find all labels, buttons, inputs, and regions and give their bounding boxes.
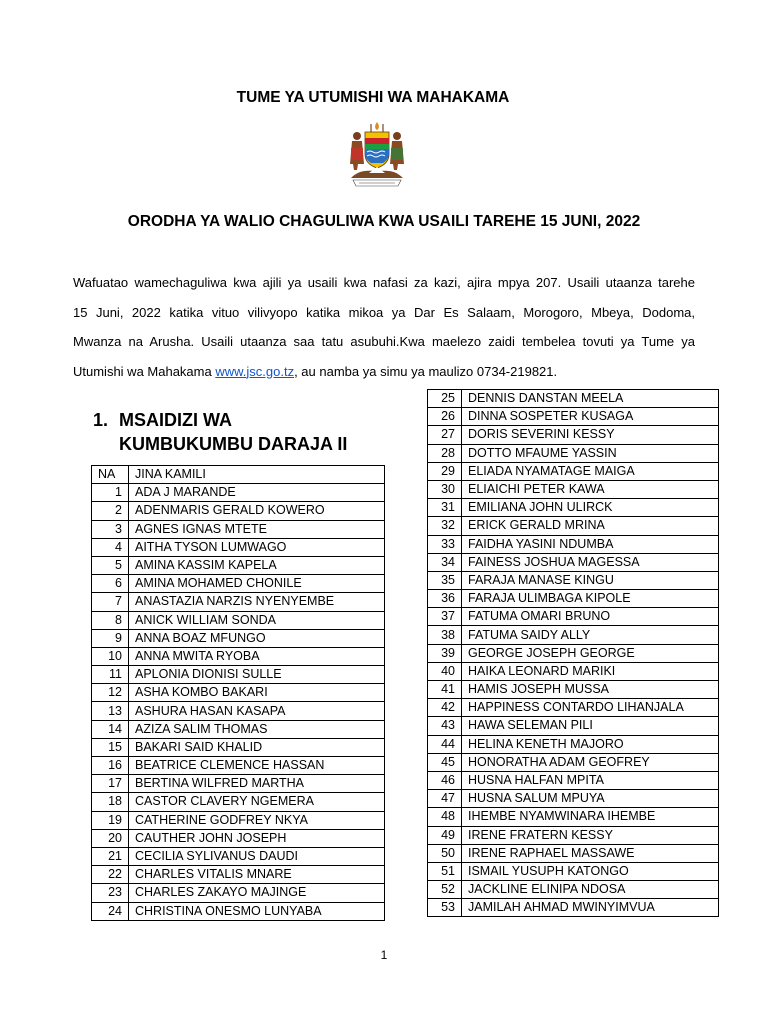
table-row <box>92 520 385 538</box>
row-number: 51 <box>428 862 462 880</box>
row-number: 19 <box>92 811 129 829</box>
row-name: ASHURA HASAN KASAPA <box>129 702 385 720</box>
table-row <box>428 699 719 717</box>
row-name: BAKARI SAID KHALID <box>129 738 385 756</box>
row-name: ERICK GERALD MRINA <box>462 517 719 535</box>
row-name: CAUTHER JOHN JOSEPH <box>129 829 385 847</box>
row-number: 22 <box>92 866 129 884</box>
table-row <box>428 408 719 426</box>
row-number: 38 <box>428 626 462 644</box>
row-number: 12 <box>92 684 129 702</box>
table-row <box>92 702 385 720</box>
table-row <box>428 735 719 753</box>
row-name: HONORATHA ADAM GEOFREY <box>462 753 719 771</box>
row-name: ELIAICHI PETER KAWA <box>462 480 719 498</box>
row-number: 25 <box>428 390 462 408</box>
row-number: 13 <box>92 702 129 720</box>
intro-line <box>73 357 695 387</box>
row-name: ADENMARIS GERALD KOWERO <box>129 502 385 520</box>
row-name: FAINESS JOSHUA MAGESSA <box>462 553 719 571</box>
table-row <box>428 590 719 608</box>
row-number: 14 <box>92 720 129 738</box>
intro-line: Mwanza na Arusha. Usaili utaanza saa tatu asubuhi.Kwa maelezo zaidi tembelea tovuti ya Tume ya <box>73 334 695 349</box>
row-number: 48 <box>428 808 462 826</box>
row-name: ASHA KOMBO BAKARI <box>129 684 385 702</box>
table-row <box>92 775 385 793</box>
table-row <box>92 793 385 811</box>
row-name: GEORGE JOSEPH GEORGE <box>462 644 719 662</box>
row-number: 30 <box>428 480 462 498</box>
row-name: APLONIA DIONISI SULLE <box>129 666 385 684</box>
table-row <box>92 484 385 502</box>
candidates-table-left <box>91 465 385 921</box>
table-row <box>92 829 385 847</box>
row-number: 33 <box>428 535 462 553</box>
header-name: JINA KAMILI <box>129 466 385 484</box>
table-row <box>428 681 719 699</box>
row-name: ANNA BOAZ MFUNGO <box>129 629 385 647</box>
row-number: 3 <box>92 520 129 538</box>
section-title-line: MSAIDIZI WA <box>119 410 232 430</box>
table-row <box>92 847 385 865</box>
intro-text: , au namba ya simu ya maulizo 0734-219821. <box>294 363 558 379</box>
row-name: BERTINA WILFRED MARTHA <box>129 775 385 793</box>
row-number: 4 <box>92 538 129 556</box>
table-row <box>428 881 719 899</box>
row-name: DINNA SOSPETER KUSAGA <box>462 408 719 426</box>
table-row <box>92 502 385 520</box>
row-name: HAPPINESS CONTARDO LIHANJALA <box>462 699 719 717</box>
row-number: 37 <box>428 608 462 626</box>
table-row <box>428 771 719 789</box>
row-name: FATUMA SAIDY ALLY <box>462 626 719 644</box>
row-number: 21 <box>92 847 129 865</box>
row-name: CHRISTINA ONESMO LUNYABA <box>129 902 385 920</box>
row-number: 40 <box>428 662 462 680</box>
row-number: 43 <box>428 717 462 735</box>
row-number: 42 <box>428 699 462 717</box>
table-row <box>428 826 719 844</box>
row-name: HUSNA HALFAN MPITA <box>462 771 719 789</box>
row-name: ANICK WILLIAM SONDA <box>129 611 385 629</box>
table-row <box>428 753 719 771</box>
row-number: 45 <box>428 753 462 771</box>
coat-of-arms-icon <box>345 120 409 188</box>
row-name: AMINA KASSIM KAPELA <box>129 556 385 574</box>
row-name: JAMILAH AHMAD MWINYIMVUA <box>462 899 719 917</box>
table-row <box>92 556 385 574</box>
row-name: CECILIA SYLIVANUS DAUDI <box>129 847 385 865</box>
row-number: 46 <box>428 771 462 789</box>
row-number: 8 <box>92 611 129 629</box>
header-na: NA <box>92 466 129 484</box>
row-name: IHEMBE NYAMWINARA IHEMBE <box>462 808 719 826</box>
row-name: AGNES IGNAS MTETE <box>129 520 385 538</box>
table-row <box>428 535 719 553</box>
section-number: 1. <box>93 410 109 430</box>
intro-line: 15 Juni, 2022 katika vituo vilivyopo katika mikoa ya Dar Es Salaam, Morogoro, Mbeya, Dodoma, <box>73 304 695 320</box>
table-row <box>92 666 385 684</box>
row-name: DORIS SEVERINI KESSY <box>462 426 719 444</box>
table-row <box>92 593 385 611</box>
table-row <box>92 684 385 702</box>
table-row <box>92 720 385 738</box>
row-name: AITHA TYSON LUMWAGO <box>129 538 385 556</box>
table-row <box>92 866 385 884</box>
row-name: FARAJA MANASE KINGU <box>462 571 719 589</box>
table-row <box>92 738 385 756</box>
row-number: 35 <box>428 571 462 589</box>
intro-paragraph <box>73 268 695 386</box>
table-row <box>428 717 719 735</box>
table-row <box>428 499 719 517</box>
row-name: FAIDHA YASINI NDUMBA <box>462 535 719 553</box>
table-row <box>92 811 385 829</box>
row-name: IRENE RAPHAEL MASSAWE <box>462 844 719 862</box>
table-row <box>428 553 719 571</box>
row-number: 34 <box>428 553 462 571</box>
row-number: 31 <box>428 499 462 517</box>
row-number: 41 <box>428 681 462 699</box>
page-number: 1 <box>380 948 388 962</box>
row-number: 10 <box>92 647 129 665</box>
row-name: FARAJA ULIMBAGA KIPOLE <box>462 590 719 608</box>
row-number: 1 <box>92 484 129 502</box>
row-name: JACKLINE ELINIPA NDOSA <box>462 881 719 899</box>
table-row <box>428 426 719 444</box>
row-number: 24 <box>92 902 129 920</box>
row-number: 2 <box>92 502 129 520</box>
list-title: ORODHA YA WALIO CHAGULIWA KWA USAILI TAREHE 15 JUNI, 2022 <box>127 213 641 230</box>
table-row <box>428 390 719 408</box>
table-row <box>428 862 719 880</box>
table-row <box>428 808 719 826</box>
row-name: HAIKA LEONARD MARIKI <box>462 662 719 680</box>
row-name: ANASTAZIA NARZIS NYENYEMBE <box>129 593 385 611</box>
row-number: 53 <box>428 899 462 917</box>
row-number: 20 <box>92 829 129 847</box>
section-title-line: KUMBUKUMBU DARAJA II <box>119 434 348 454</box>
row-name: BEATRICE CLEMENCE HASSAN <box>129 757 385 775</box>
row-number: 50 <box>428 844 462 862</box>
row-name: ISMAIL YUSUPH KATONGO <box>462 862 719 880</box>
table-row <box>428 480 719 498</box>
table-row <box>428 790 719 808</box>
table-row <box>92 629 385 647</box>
table-row <box>92 538 385 556</box>
row-number: 15 <box>92 738 129 756</box>
row-number: 26 <box>428 408 462 426</box>
row-number: 29 <box>428 462 462 480</box>
table-row <box>92 902 385 920</box>
table-row <box>428 662 719 680</box>
row-number: 52 <box>428 881 462 899</box>
row-number: 23 <box>92 884 129 902</box>
table-row <box>92 575 385 593</box>
row-name: FATUMA OMARI BRUNO <box>462 608 719 626</box>
row-number: 9 <box>92 629 129 647</box>
table-row <box>428 517 719 535</box>
row-number: 16 <box>92 757 129 775</box>
row-name: HAWA SELEMAN PILI <box>462 717 719 735</box>
table-row <box>428 571 719 589</box>
table-row <box>92 647 385 665</box>
row-name: HUSNA SALUM MPUYA <box>462 790 719 808</box>
row-name: ADA J MARANDE <box>129 484 385 502</box>
row-number: 39 <box>428 644 462 662</box>
intro-line: Wafuatao wamechaguliwa kwa ajili ya usaili kwa nafasi za kazi, ajira mpya 207. Usaili utaanza tarehe <box>73 275 695 290</box>
row-name: HELINA KENETH MAJORO <box>462 735 719 753</box>
row-number: 28 <box>428 444 462 462</box>
row-name: AZIZA SALIM THOMAS <box>129 720 385 738</box>
website-link[interactable]: www.jsc.go.tz <box>215 363 295 379</box>
row-number: 32 <box>428 517 462 535</box>
intro-text: Utumishi wa Mahakama <box>73 363 216 379</box>
row-number: 49 <box>428 826 462 844</box>
section-heading <box>93 408 347 456</box>
row-name: EMILIANA JOHN ULIRCK <box>462 499 719 517</box>
table-row <box>428 462 719 480</box>
table-row <box>428 626 719 644</box>
table-row <box>92 884 385 902</box>
row-name: CHARLES ZAKAYO MAJINGE <box>129 884 385 902</box>
candidates-table-right <box>427 389 719 917</box>
row-number: 44 <box>428 735 462 753</box>
table-header-row <box>92 466 385 484</box>
row-name: DENNIS DANSTAN MEELA <box>462 390 719 408</box>
row-name: CATHERINE GODFREY NKYA <box>129 811 385 829</box>
row-number: 18 <box>92 793 129 811</box>
row-name: CHARLES VITALIS MNARE <box>129 866 385 884</box>
row-number: 17 <box>92 775 129 793</box>
table-row <box>428 608 719 626</box>
row-name: DOTTO MFAUME YASSIN <box>462 444 719 462</box>
commission-title: TUME YA UTUMISHI WA MAHAKAMA <box>236 89 510 106</box>
row-name: HAMIS JOSEPH MUSSA <box>462 681 719 699</box>
row-number: 11 <box>92 666 129 684</box>
table-row <box>428 444 719 462</box>
row-name: ELIADA NYAMATAGE MAIGA <box>462 462 719 480</box>
row-number: 36 <box>428 590 462 608</box>
row-number: 5 <box>92 556 129 574</box>
row-name: AMINA MOHAMED CHONILE <box>129 575 385 593</box>
row-number: 27 <box>428 426 462 444</box>
row-name: IRENE FRATERN KESSY <box>462 826 719 844</box>
table-row <box>92 611 385 629</box>
row-name: ANNA MWITA RYOBA <box>129 647 385 665</box>
table-row <box>428 644 719 662</box>
row-name: CASTOR CLAVERY NGEMERA <box>129 793 385 811</box>
row-number: 7 <box>92 593 129 611</box>
table-row <box>92 757 385 775</box>
row-number: 6 <box>92 575 129 593</box>
table-row <box>428 844 719 862</box>
table-row <box>428 899 719 917</box>
row-number: 47 <box>428 790 462 808</box>
